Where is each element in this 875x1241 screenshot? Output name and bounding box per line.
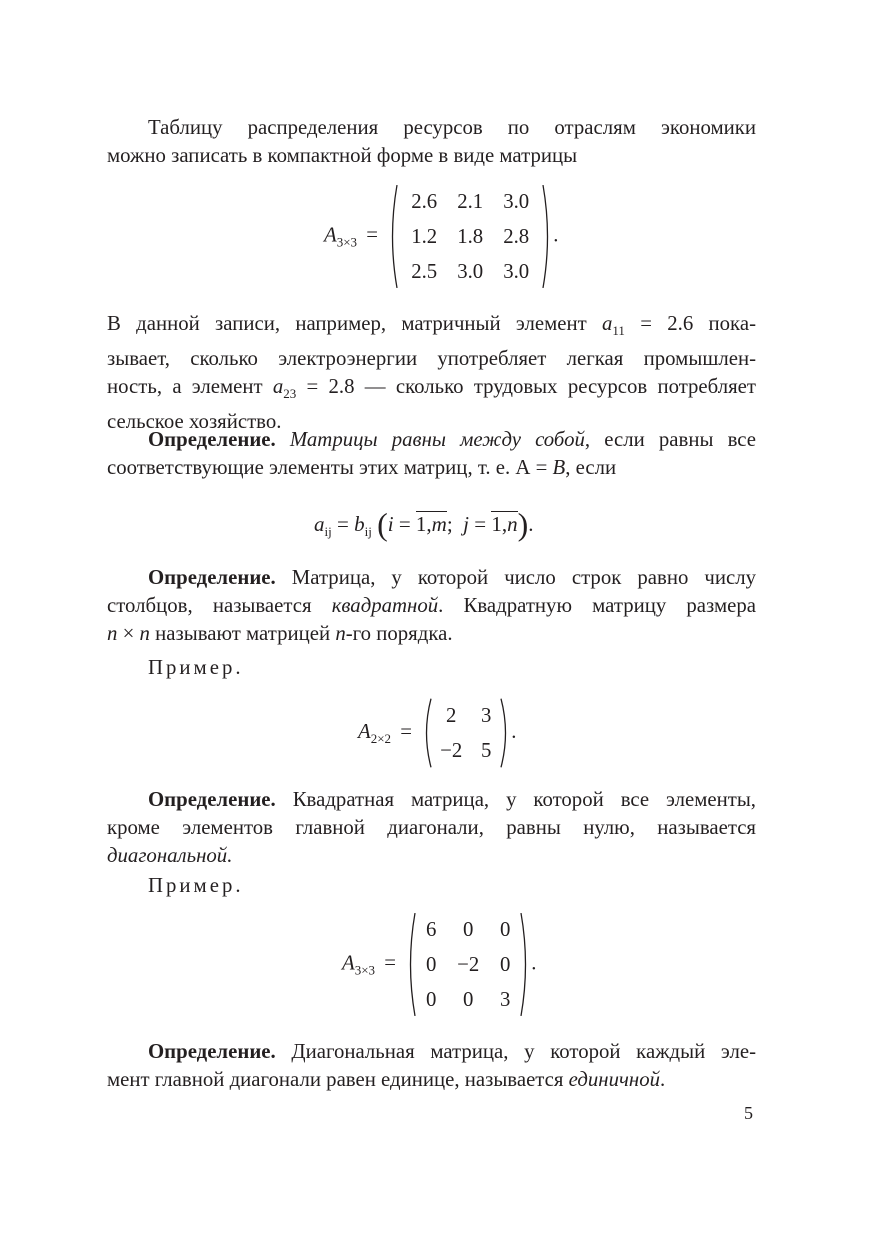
text-span: столбцов, называется — [107, 594, 332, 617]
semicolon: ; — [446, 512, 458, 536]
subscript: ij — [324, 524, 332, 539]
left-paren — [405, 912, 417, 1017]
times-sign: × — [117, 622, 140, 645]
text-line: Таблицу распределения ресурсов по отраслям экономики — [148, 116, 756, 139]
matrix-size: 3×3 — [354, 962, 376, 978]
matrix-cell: 3.0 — [503, 189, 530, 213]
matrix-cell: 2.1 — [457, 189, 484, 213]
equals-sign: = — [384, 951, 396, 975]
right-paren — [519, 912, 531, 1017]
variable: n — [139, 622, 150, 645]
definition-term: Определение. — [148, 1040, 276, 1063]
text-span: мент главной диагонали равен единице, называется — [107, 1068, 569, 1091]
left-paren — [421, 698, 433, 768]
matrix-cell: 5 — [481, 738, 492, 762]
matrix-cells — [415, 912, 521, 1017]
matrix-cell: 3 — [481, 703, 492, 727]
matrix — [421, 698, 511, 768]
matrix-size: 2×2 — [370, 730, 392, 746]
variable: j — [463, 512, 470, 536]
definition-identity-matrix — [107, 1038, 756, 1094]
text-line — [107, 1038, 756, 1066]
text-line — [107, 310, 756, 345]
matrix — [405, 912, 531, 1017]
equality-condition — [314, 506, 534, 543]
matrix-equation-3 — [342, 912, 536, 1017]
close-paren: ) — [517, 506, 529, 542]
equals-sign: = — [469, 512, 492, 536]
text-span: , если — [565, 456, 617, 479]
matrix-size: 3×3 — [336, 234, 358, 250]
paragraph-intro — [107, 114, 756, 170]
text-line: сельское хозяйство. — [107, 410, 282, 433]
page-number: 5 — [744, 1103, 753, 1123]
matrix-cell: 0 — [463, 917, 474, 941]
matrix-cell: 2.6 — [411, 189, 438, 213]
matrix-cell: 0 — [500, 917, 511, 941]
text-span: -го порядка. — [345, 622, 453, 645]
definition-term: Определение. — [148, 788, 276, 811]
left-paren — [387, 184, 399, 289]
text-line — [107, 564, 756, 592]
example-label: Пример. — [148, 656, 244, 679]
matrix — [387, 184, 553, 289]
variable: n — [107, 622, 118, 645]
variable: n — [335, 622, 346, 645]
matrix-cell: −2 — [457, 952, 480, 976]
matrix-cell: 0 — [500, 952, 511, 976]
definition-diagonal-matrix — [107, 786, 756, 870]
subscript: 11 — [612, 323, 625, 338]
italic-text: Матрицы равны между собой — [275, 428, 585, 451]
definition-square-matrix — [107, 564, 756, 648]
variable: b — [354, 512, 365, 536]
variable: i — [387, 512, 394, 536]
equals-sign: = — [400, 719, 412, 743]
text-span: . — [660, 1068, 666, 1091]
period: . — [531, 951, 537, 975]
text-span: . Квадратную матрицу размера — [438, 594, 756, 617]
text-line: кроме элементов главной диагонали, равны нулю, называется — [107, 816, 756, 839]
matrix-cell: 1.2 — [411, 224, 438, 248]
matrix-cell: 1.8 — [457, 224, 484, 248]
variable: n — [507, 512, 518, 536]
text-span: называют матрицей — [149, 622, 336, 645]
matrix-cells — [401, 184, 539, 289]
range-start: 1, — [415, 512, 432, 536]
definition-equal-matrices — [107, 426, 756, 482]
italic-term: единичной — [568, 1068, 661, 1091]
text-line — [107, 592, 756, 620]
right-paren — [541, 184, 553, 289]
right-paren — [499, 698, 511, 768]
matrix-name: A — [342, 951, 355, 975]
matrix-cell: 2 — [446, 703, 457, 727]
variable: a — [601, 312, 613, 335]
matrix-cell: 2.5 — [411, 259, 438, 283]
text-line — [107, 620, 756, 648]
text-span: Диагональная матрица, у которой каждый эле- — [275, 1040, 756, 1063]
open-paren: ( — [377, 506, 388, 542]
matrix-name: A — [324, 223, 337, 247]
matrix-name: A — [358, 719, 371, 743]
matrix-cell: 3.0 — [457, 259, 484, 283]
equals-sign: = — [331, 512, 355, 536]
variable: B — [552, 456, 566, 479]
example-label: Пример. — [148, 874, 244, 897]
definition-term: Определение. — [148, 428, 276, 451]
text-span: ность, а элемент — [107, 375, 273, 398]
subscript: ij — [364, 524, 372, 539]
text-line — [107, 786, 756, 814]
index-range — [416, 511, 447, 536]
text-line — [107, 454, 756, 482]
text-span: Квадратная матрица, у которой все элементы, — [275, 788, 756, 811]
text-span: В данной записи, например, матричный элемент — [107, 312, 602, 335]
matrix-cell: 0 — [463, 987, 474, 1011]
variable: m — [431, 512, 447, 536]
matrix-equation-2 — [358, 698, 516, 768]
italic-term: диагональной. — [107, 844, 233, 867]
text-line — [107, 426, 756, 454]
text-line — [107, 373, 756, 408]
matrix-cell: 3 — [500, 987, 511, 1011]
matrix-cell: 3.0 — [503, 259, 530, 283]
text-span: = 2.6 пока- — [624, 312, 756, 335]
definition-term: Определение. — [148, 566, 276, 589]
period: . — [528, 512, 534, 536]
variable: a — [272, 375, 284, 398]
range-start: 1, — [491, 512, 508, 536]
matrix-cell: 0 — [426, 987, 437, 1011]
subscript: 23 — [283, 386, 297, 401]
text-line: можно записать в компактной форме в виде матрицы — [107, 144, 578, 167]
equals-sign: = — [366, 223, 378, 247]
matrix-cell: −2 — [440, 738, 463, 762]
text-line — [107, 1066, 756, 1094]
variable: a — [314, 512, 325, 536]
period: . — [553, 223, 559, 247]
text-span: Матрица, у которой число строк равно числу — [275, 566, 756, 589]
matrix-equation-1 — [324, 184, 558, 289]
text-line: зывает, сколько электроэнергии употребляет легкая промышлен- — [107, 347, 756, 370]
text-span: , если равны все — [584, 428, 756, 451]
period: . — [511, 719, 517, 743]
equals-sign: = — [393, 512, 416, 536]
text-span: соответствующие элементы этих матриц, т. е. А = — [107, 456, 553, 479]
paragraph-explanation — [107, 310, 756, 436]
matrix-cell: 6 — [426, 917, 437, 941]
italic-term: квадратной — [331, 594, 439, 617]
text-span: = 2.8 — сколько трудовых ресурсов потребляет — [296, 375, 756, 398]
matrix-cells — [431, 698, 501, 768]
index-range — [491, 511, 517, 536]
matrix-cell: 0 — [426, 952, 437, 976]
matrix-cell: 2.8 — [503, 224, 530, 248]
